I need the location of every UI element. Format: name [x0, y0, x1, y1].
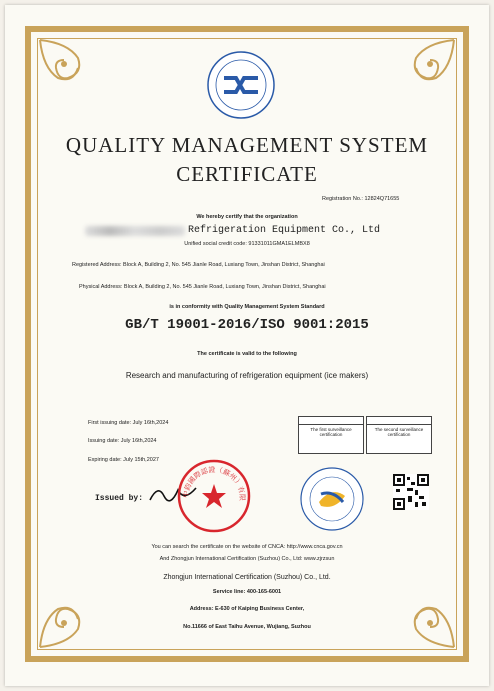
- qr-code: [393, 474, 429, 510]
- first-surveillance-label: The first surveillance certification: [310, 427, 352, 437]
- issuer-search-text: And Zhongjun International Certification (Suzhou) Co., Ltd: www.zjrzsun: [159, 556, 335, 562]
- issue-date: Issuing date: July 16th,2024: [88, 438, 157, 444]
- cnca-search-text: You can search the certificate on the website of CNCA: http://www.cnca.gov.cn: [151, 544, 343, 550]
- corner-ornament-top-right: [396, 38, 456, 98]
- registered-address: Registered Address: Block A, Building 2, No. 545 Jianle Road, Luxiang Town, Jinshan District, Shanghai: [72, 262, 325, 268]
- first-issue-date: First issuing date: July 16th,2024: [88, 420, 169, 426]
- redacted-company-prefix: [85, 226, 185, 236]
- expiry-date: Expiring date: July 15th,2027: [88, 457, 159, 463]
- first-surveillance-box: [298, 416, 364, 454]
- corner-ornament-bottom-left: [38, 589, 98, 649]
- official-red-stamp: [176, 458, 252, 534]
- company-name: Refrigeration Equipment Co., Ltd: [188, 225, 381, 236]
- second-surveillance-label: The second surveillance certification: [374, 427, 424, 437]
- issuer-address-line1: Address: E-630 of Kaiping Business Center,: [189, 606, 305, 612]
- certification-scope: Research and manufacturing of refrigeration equipment (ice makers): [125, 371, 369, 380]
- issuer-name: Zhongjun International Certification (Suzhou) Co., Ltd.: [163, 574, 331, 581]
- standard-number: GB/T 19001-2016/ISO 9001:2015: [125, 317, 369, 333]
- corner-ornament-top-left: [38, 38, 98, 98]
- credit-code: Unified social credit code: 91331011GMA1ELMBX8: [184, 241, 310, 247]
- conformity-text: is in conformity with Quality Management System Standard: [169, 304, 325, 310]
- certificate-title-line1: QUALITY MANAGEMENT SYSTEM: [65, 133, 429, 157]
- certify-text: We hereby certify that the organization: [196, 214, 298, 220]
- cnca-mark: [299, 466, 365, 532]
- stamp-text: 中鈞國際認證（蘇州）有限: [181, 465, 247, 501]
- registration-number: Registration No.: 12824Q71655: [322, 196, 400, 202]
- valid-text: The certificate is valid to the following: [197, 351, 297, 357]
- second-surveillance-box: [366, 416, 432, 454]
- issued-by-label: Issued by:: [95, 494, 144, 503]
- physical-address: Physical Address: Block A, Building 2, No. 545 Jianle Road, Luxiang Town, Jinshan District, Shanghai: [79, 284, 326, 290]
- service-line: Service line: 400-165-6001: [212, 589, 282, 595]
- certification-body-logo: [206, 50, 276, 120]
- corner-ornament-bottom-right: [396, 589, 456, 649]
- certificate-title-line2: CERTIFICATE: [176, 162, 318, 186]
- issuer-address-line2: No.11666 of East Taihu Avenue, Wujiang, Suzhou: [183, 624, 311, 630]
